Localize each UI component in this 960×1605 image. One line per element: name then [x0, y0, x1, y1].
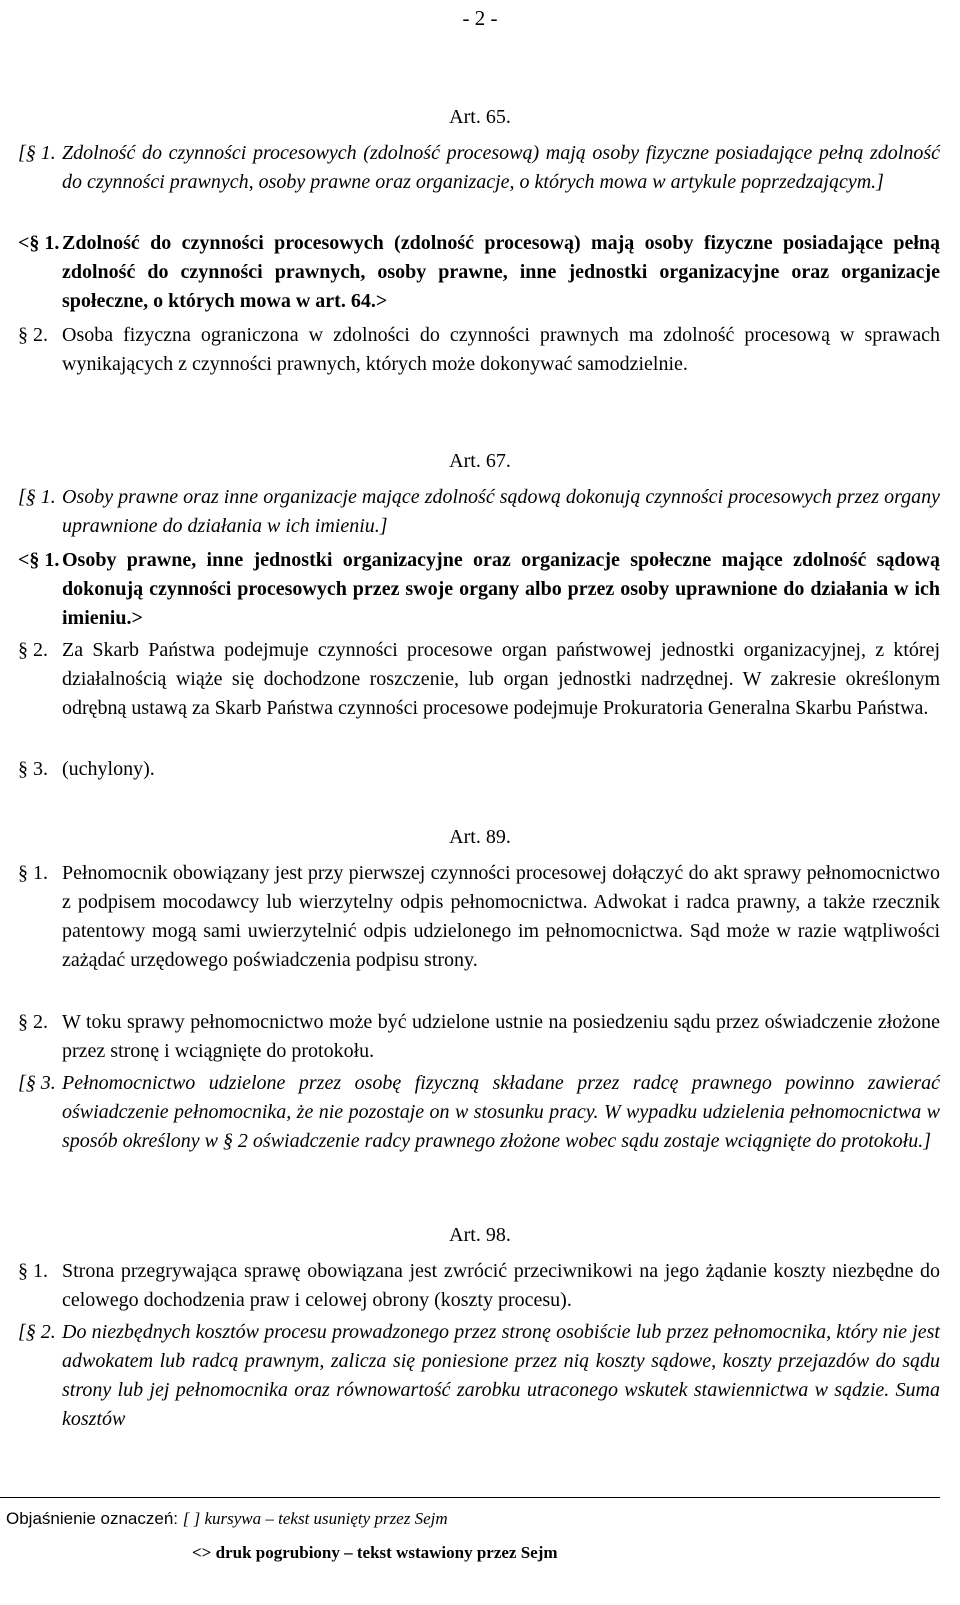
paragraph-number: § 2. — [18, 1011, 48, 1033]
legend-removed-text: [ ] kursywa – tekst usunięty przez Sejm — [182, 1509, 448, 1528]
paragraph-text: Strona przegrywająca sprawę obowiązana jest zwrócić przeciwnikowi na jego żądanie koszty niezbędne do celowego dochodzenia praw i celowej obrony (koszty procesu). — [62, 1260, 940, 1311]
paragraph — [18, 1008, 940, 1066]
paragraph-number: <§ 1. — [18, 549, 60, 571]
paragraph-text: Osoby prawne oraz inne organizacje mające zdolność sądową dokonują czynności procesowych przez organy uprawnione do działania w ich imieniu.] — [62, 486, 940, 537]
article-heading: Art. 67. — [449, 450, 511, 472]
paragraph-number: <§ 1. — [18, 232, 60, 254]
paragraph-number: [§ 1. — [18, 142, 56, 164]
paragraph-number: [§ 2. — [18, 1321, 56, 1343]
article-heading: Art. 89. — [449, 826, 511, 848]
paragraph-text: Pełnomocnictwo udzielone przez osobę fizyczną składane przez radcę prawnego powinno zawierać oświadczenie pełnomocnika, że nie pozostaje on w stosunku pracy. W wypadku udzielenia pełnomocnictwa w sposób określony w § 2 oświadczenie radcy prawnego złożone wobec sądu zostaje wciągnięte do protokołu.] — [62, 1072, 940, 1152]
paragraph-number: § 1. — [18, 862, 48, 884]
paragraph-text: Osoby prawne, inne jednostki organizacyjne oraz organizacje społeczne mające zdolność sądową dokonują czynności procesowych przez swoje organy albo przez osoby uprawnione do działania w ich imieniu.> — [62, 549, 940, 629]
paragraph — [18, 755, 940, 784]
paragraph-number: § 1. — [18, 1260, 48, 1282]
paragraph-deleted — [18, 483, 940, 541]
paragraph-text: Zdolność do czynności procesowych (zdolność procesową) mają osoby fizyczne posiadające pełną zdolność do czynności prawnych, osoby prawne, inne jednostki organizacyjne oraz organizacje społeczne, o których mowa w art. 64.> — [62, 232, 940, 312]
paragraph-number: § 2. — [18, 324, 48, 346]
paragraph-deleted — [18, 1318, 940, 1434]
footer-divider — [0, 1497, 940, 1498]
paragraph-deleted — [18, 139, 940, 197]
paragraph-number: § 2. — [18, 639, 48, 661]
paragraph-text: Osoba fizyczna ograniczona w zdolności do czynności prawnych ma zdolność procesową w sprawach wynikających z czynności prawnych, których może dokonywać samodzielnie. — [62, 324, 940, 375]
paragraph-text: Do niezbędnych kosztów procesu prowadzonego przez stronę osobiście lub przez pełnomocnika, który nie jest adwokatem lub radcą prawnym, zalicza się poniesione przez nią koszty sądowe, koszty przejazdów do sądu strony lub jej pełnomocnika oraz równowartość zarobku utraconego wskutek stawiennictwa w sądzie. Suma kosztów — [62, 1321, 940, 1430]
paragraph-text: Za Skarb Państwa podejmuje czynności procesowe organ państwowej jednostki organizacyjnej, z której działalnością wiąże się dochodzone roszczenie, lub organ jednostki nadrzędnej. W zakresie określonym odrębną ustawą za Skarb Państwa czynności procesowe podejmuje Prokuratoria Generalna Skarbu Państwa. — [62, 639, 940, 719]
article-heading: Art. 98. — [449, 1224, 511, 1246]
paragraph-deleted — [18, 1069, 940, 1156]
legend-label: Objaśnienie oznaczeń: — [6, 1509, 179, 1528]
legend-added: <> druk pogrubiony – tekst wstawiony przez Sejm — [192, 1543, 558, 1562]
paragraph-inserted — [18, 229, 940, 316]
paragraph-number: [§ 1. — [18, 486, 56, 508]
legend-removed — [6, 1509, 448, 1529]
article-heading: Art. 65. — [449, 106, 511, 128]
paragraph — [18, 321, 940, 379]
paragraph-text: W toku sprawy pełnomocnictwo może być udzielone ustnie na posiedzeniu sądu przez oświadczenie złożone przez stronę i wciągnięte do protokołu. — [62, 1011, 940, 1062]
paragraph-inserted — [18, 546, 940, 633]
paragraph-text: (uchylony). — [62, 758, 155, 780]
paragraph — [18, 1257, 940, 1315]
paragraph-text: Pełnomocnik obowiązany jest przy pierwszej czynności procesowej dołączyć do akt sprawy pełnomocnictwo z podpisem mocodawcy lub wierzytelny odpis pełnomocnictwa. Adwokat i radca prawny, a także rzecznik patentowy mogą sami uwierzytelnić odpis udzielonego im pełnomocnictwa. Sąd może w razie wątpliwości zażądać urzędowego poświadczenia podpisu strony. — [62, 862, 940, 971]
paragraph-number: [§ 3. — [18, 1072, 56, 1094]
paragraph-text: Zdolność do czynności procesowych (zdolność procesową) mają osoby fizyczne posiadające pełną zdolność do czynności prawnych, osoby prawne oraz organizacje, o których mowa w artykule poprzedzającym.] — [62, 142, 940, 193]
paragraph-number: § 3. — [18, 758, 48, 780]
paragraph — [18, 859, 940, 975]
page-number: - 2 - — [462, 6, 498, 30]
paragraph — [18, 636, 940, 723]
